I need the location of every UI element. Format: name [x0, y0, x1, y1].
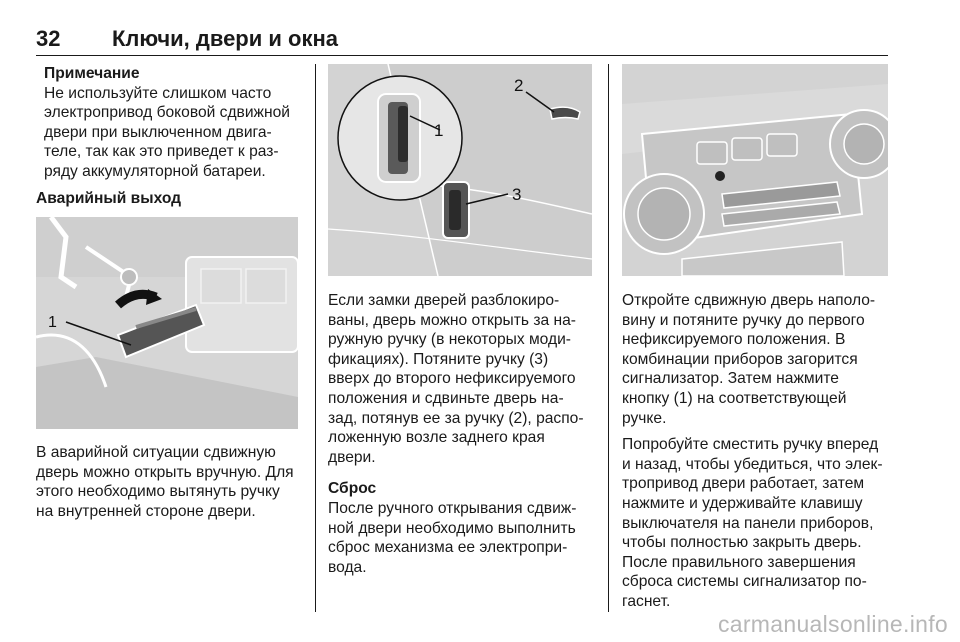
figure-callout-3: 3 — [512, 185, 522, 204]
door-open-paragraph: Если замки дверей разблокиро- ваны, дверь можно открыть за на- ружную ручку (в некоторых моди- фикациях). Потяните ручку (3) вверх до второго нефиксируемого положения и сдвиньте дверь на- зад, потянув ее за ручку (2), распо- ложенную возле заднего края двери. — [328, 292, 584, 466]
column-2 — [328, 64, 594, 577]
column-1 — [36, 64, 304, 522]
page-number: 32 — [36, 26, 61, 51]
section-heading-reset: Сброс — [328, 480, 377, 498]
figure-outer-door-handles — [328, 64, 592, 276]
note-body: Не используйте слишком часто электропривод боковой сдвижной двери при выключенном двига- теле, так как это приведет к раз- ряду аккумуляторной батареи. — [44, 84, 290, 180]
section-heading-emergency-exit: Аварийный выход — [36, 189, 182, 207]
figure-callout-1: 1 — [434, 121, 444, 140]
note-heading: Примечание — [44, 65, 140, 82]
page-header — [36, 22, 888, 56]
column-divider-2 — [608, 64, 609, 612]
figure-emergency-handle — [36, 217, 298, 429]
column-divider-1 — [315, 64, 316, 612]
figure-callout-2: 2 — [514, 76, 524, 95]
figure-dashboard-panel — [622, 64, 888, 276]
reset-steps-paragraph-1: Откройте сдвижную дверь наполо- вину и потяните ручку до первого нефиксируемого положения. В комбинации приборов загорится сигнализатор. Затем нажмите кнопку (1) на соответствующей ручке. — [622, 292, 876, 427]
watermark: carmanualsonline.info — [717, 611, 948, 637]
reset-steps-paragraph-2: Попробуйте сместить ручку вперед и назад, чтобы убедиться, что элек- тропривод двери работает, затем нажмите и удерживайте клавишу выключателя на панели приборов, чтобы полностью закрыть дверь. После правильного завершения сброса системы сигнализатор по- гаснет. — [622, 436, 883, 610]
emergency-paragraph: В аварийной ситуации сдвижную дверь можно открыть вручную. Для этого необходимо вытянуть ручку на внутренней стороне двери. — [36, 444, 294, 520]
page-title: Ключи, двери и окна — [112, 26, 338, 51]
column-3 — [622, 64, 888, 612]
figure-callout-1: 1 — [48, 314, 57, 332]
reset-paragraph: После ручного открывания сдвиж- ной двери необходимо выполнить сброс механизма ее электропри- вода. — [328, 499, 577, 576]
